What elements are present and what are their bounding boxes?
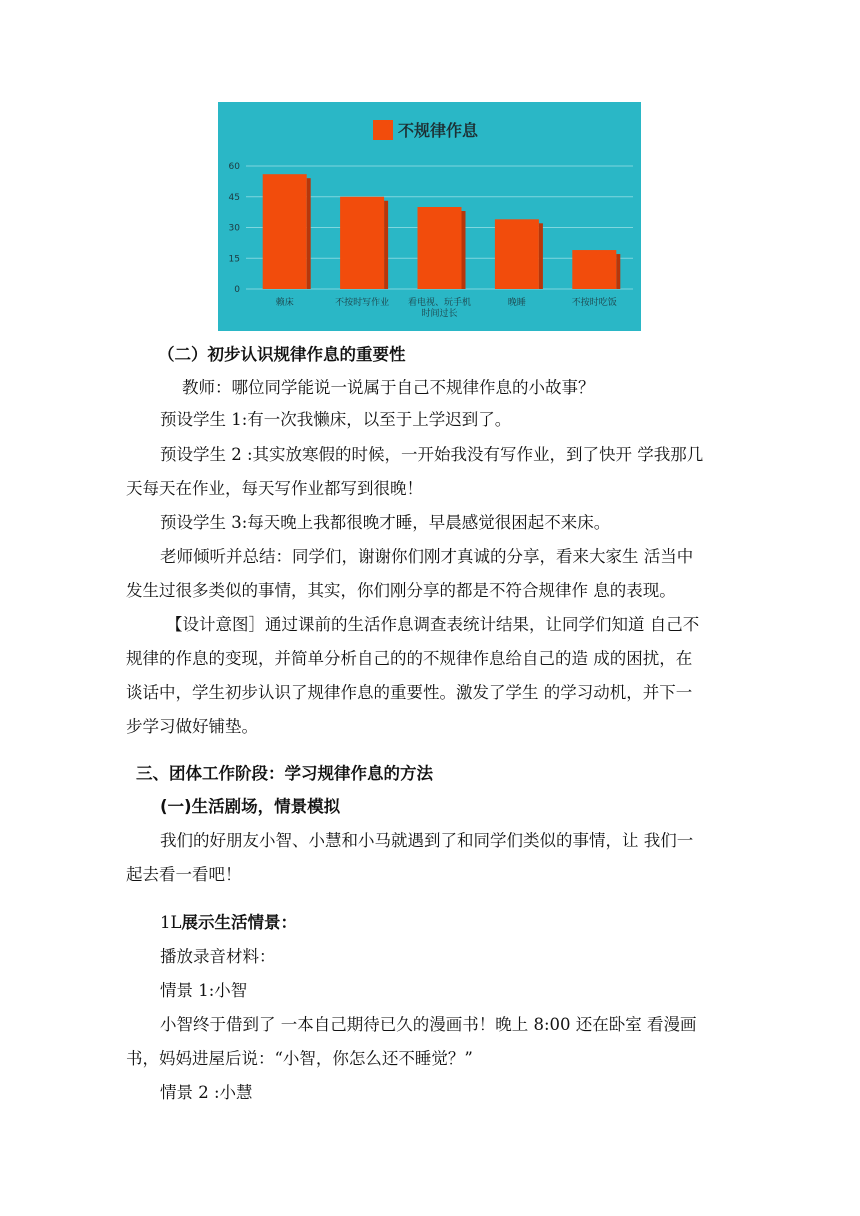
bar: [572, 250, 616, 289]
paragraph: 起去看一看吧！: [126, 865, 242, 884]
paragraph: 规律的作息的变现，并简单分析自己的的不规律作息给自己的造 成的困扰，在: [126, 649, 693, 668]
paragraph: 谈话中，学生初步认识了规律作息的重要性。激发了学生 的学习动机，并下一: [126, 683, 693, 702]
paragraph: 小智终于借到了 一本自己期待已久的漫画书！晚上 8:00 还在卧室 看漫画: [160, 1015, 697, 1034]
list-number: 1L: [160, 913, 182, 932]
bar-chart: [218, 102, 641, 331]
y-tick-label: 15: [228, 254, 240, 265]
paragraph: 发生过很多类似的事情，其实，你们刚分享的都是不符合规律作 息的表现。: [126, 581, 676, 600]
paragraph: 教师：哪位同学能说一说属于自己不规律作息的小故事？: [182, 378, 595, 397]
paragraph: 【设计意图］通过课前的生活作息调查表统计结果，让同学们知道 自己不: [166, 615, 700, 634]
paragraph: 天每天在作业，每天写作业都写到很晚！: [126, 479, 423, 498]
y-tick-label: 45: [228, 192, 240, 203]
paragraph: 预设学生 2 :其实放寒假的时候，一开始我没有写作业，到了快开 学我那几: [160, 445, 704, 464]
bar-side: [462, 211, 466, 289]
bar: [263, 174, 307, 289]
paragraph: 老师倾听并总结：同学们，谢谢你们刚才真诚的分享，看来大家生 活当中: [160, 547, 694, 566]
paragraph: 预设学生 1:有一次我懒床，以至于上学迟到了。: [160, 410, 512, 429]
bar-side: [616, 254, 620, 289]
paragraph: 播放录音材料：: [160, 947, 276, 966]
bar: [418, 207, 462, 289]
paragraph: 步学习做好铺垫。: [126, 717, 258, 736]
x-tick-label: 赖床: [275, 298, 294, 308]
scenario-title: 情景 1:小智: [160, 981, 248, 1000]
paragraph: 我们的好朋友小智、小慧和小马就遇到了和同学们类似的事情，让 我们一: [160, 831, 694, 850]
x-tick-label: 时间过长: [421, 309, 458, 319]
bar-side: [384, 201, 388, 289]
list-item-show-scenario: [160, 913, 297, 933]
bar: [495, 219, 539, 289]
section-heading-methods: 三、团体工作阶段：学习规律作息的方法: [136, 764, 433, 783]
y-tick-label: 0: [234, 285, 240, 295]
section-heading-importance: （二）初步认识规律作息的重要性: [158, 345, 406, 364]
y-tick-label: 30: [228, 223, 240, 234]
x-tick-label: 晚睡: [507, 298, 526, 308]
x-tick-label: 不按时写作业: [335, 298, 390, 308]
paragraph: 预设学生 3:每天晚上我都很晚才睡，早晨感觉很困起不来床。: [160, 513, 611, 532]
bar-side: [539, 223, 543, 289]
list-item-label: 展示生活情景：: [181, 913, 297, 932]
scenario-title: 情景 2 :小慧: [160, 1083, 253, 1102]
legend-label: 不规律作息: [398, 121, 479, 140]
chart-svg: [218, 102, 641, 331]
bar-side: [307, 178, 311, 289]
bar: [340, 197, 384, 289]
x-tick-label: 看电视、玩手机: [407, 298, 472, 308]
legend-swatch: [373, 120, 393, 140]
y-tick-label: 60: [228, 162, 240, 172]
x-tick-label: 不按时吃饭: [571, 298, 617, 308]
paragraph: 书，妈妈进屋后说：“小智，你怎么还不睡觉？”: [126, 1049, 473, 1068]
subsection-heading-theater: (一)生活剧场，情景模拟: [160, 797, 341, 816]
